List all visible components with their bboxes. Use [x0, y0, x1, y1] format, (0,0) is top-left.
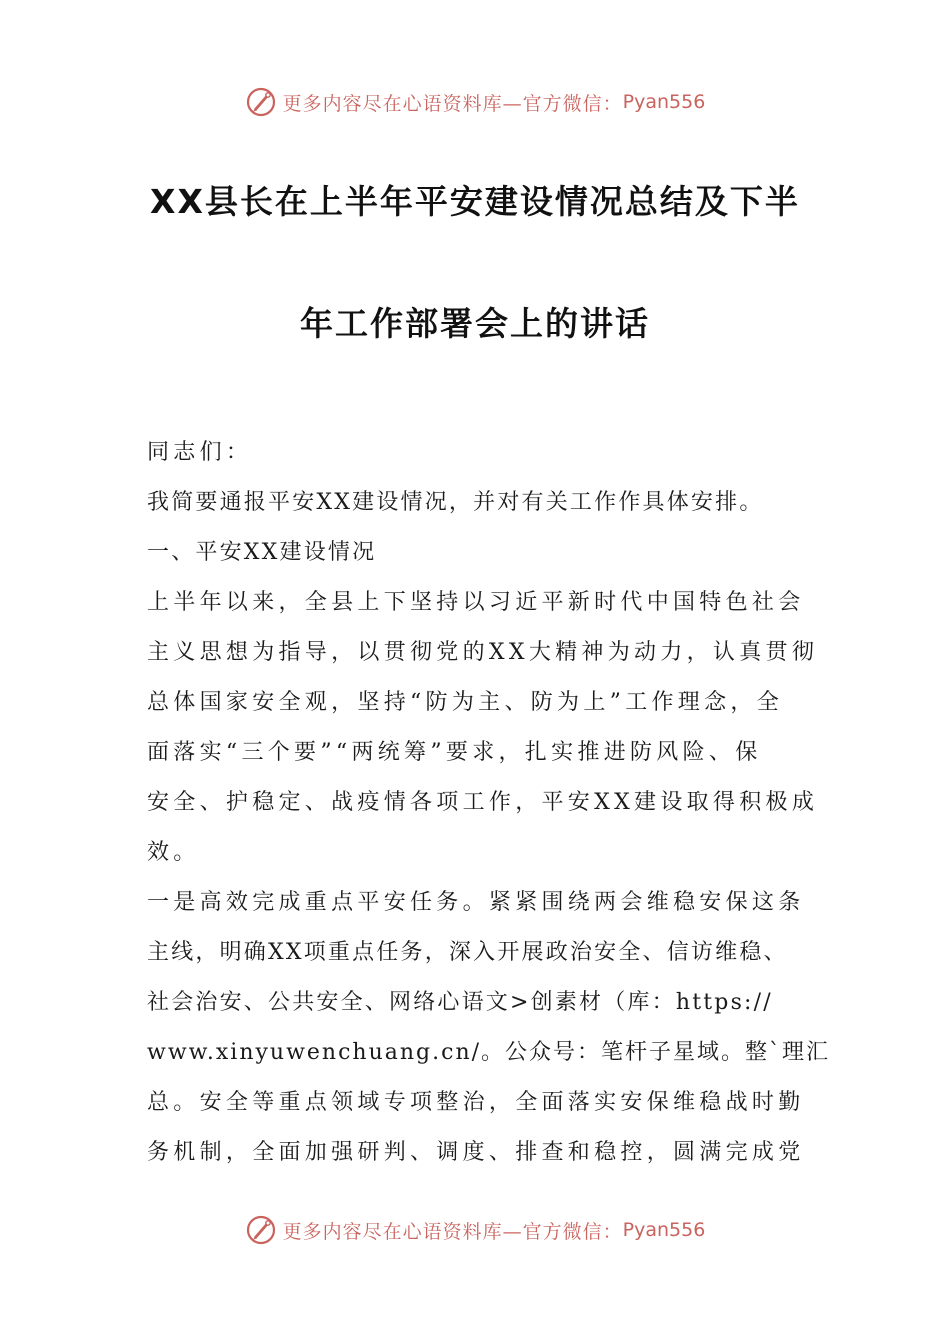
banner-wechat-id: Pyan556 [622, 91, 706, 113]
banner-text: 更多内容尽在心语资料库—官方微信： [282, 1220, 623, 1243]
paragraph-line: 务机制，全面加强研判、调度、排查和稳控，圆满完成党 [147, 1140, 805, 1165]
paragraph-line: 上半年以来，全县上下坚持以习近平新时代中国特色社会 [147, 590, 805, 615]
document-title-line-1: XX县长在上半年平安建设情况总结及下半 [150, 182, 800, 221]
section-heading: 一、平安XX建设情况 [147, 540, 377, 565]
paragraph-line: 我简要通报平安XX建设情况，并对有关工作作具体安排。 [147, 490, 764, 515]
paragraph-line: 一是高效完成重点平安任务。紧紧围绕两会维稳安保这条 [147, 890, 805, 915]
banner-text: 更多内容尽在心语资料库—官方微信： [282, 92, 623, 115]
footer-banner [0, 1210, 950, 1250]
quill-pen-logo-icon [245, 1214, 277, 1246]
document-body [147, 428, 831, 1178]
header-banner [0, 82, 950, 122]
paragraph-line: 总。安全等重点领域专项整治，全面落实安保维稳战时勤 [147, 1090, 805, 1115]
paragraph-line: 主线，明确XX项重点任务，深入开展政治安全、信访维稳、 [147, 940, 788, 965]
document-title-line-2: 年工作部署会上的讲话 [300, 304, 650, 343]
paragraph-line: 面落实“三个要”“两统筹”要求，扎实推进防风险、保 [147, 740, 762, 765]
banner-wechat-id: Pyan556 [622, 1219, 706, 1241]
paragraph-line: 总体国家安全观，坚持“防为主、防为上”工作理念，全 [147, 690, 783, 715]
paragraph-line: 主义思想为指导，以贯彻党的XX大精神为动力，认真贯彻 [147, 640, 819, 665]
paragraph-line: 安全、护稳定、战疫情各项工作，平安XX建设取得积极成 [147, 790, 819, 815]
paragraph-line: 效。 [147, 840, 200, 865]
paragraph-line: 社会治安、公共安全、网络心语文>创素材（库：https:// [147, 990, 773, 1015]
paragraph-line: www.xinyuwenchuang.cn/。公众号：笔杆子星域。整`理汇 [147, 1040, 831, 1065]
salutation: 同志们： [147, 440, 253, 465]
quill-pen-logo-icon [245, 86, 277, 118]
